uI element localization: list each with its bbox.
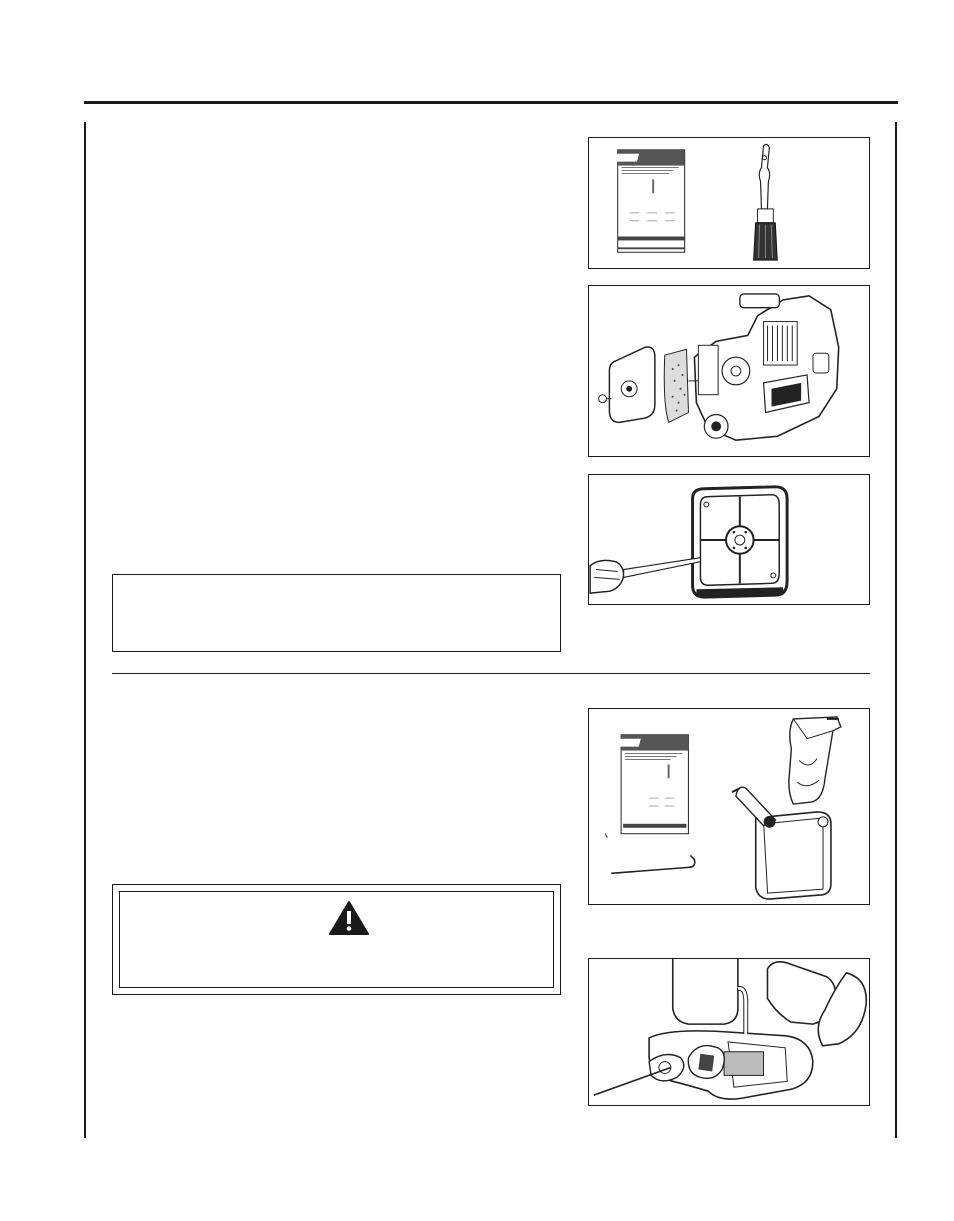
left-margin-line bbox=[84, 122, 86, 1138]
figure-filter-cleaning bbox=[588, 474, 870, 605]
manual-icon bbox=[617, 735, 688, 834]
air-filter-element bbox=[664, 349, 688, 422]
note-box bbox=[112, 574, 561, 652]
fuel-tools-illustration bbox=[589, 709, 869, 904]
figure-fuel-filter-removal bbox=[588, 958, 870, 1106]
warning-triangle-icon bbox=[328, 900, 370, 936]
figure-engine-air-filter-exploded bbox=[588, 285, 870, 457]
engine-exploded-illustration bbox=[589, 286, 869, 456]
air-cleaner-cover bbox=[609, 347, 654, 422]
engine-body bbox=[688, 294, 838, 440]
section-divider bbox=[112, 673, 870, 674]
screwdriver-icon bbox=[590, 558, 700, 593]
manual-brush-illustration bbox=[589, 138, 869, 268]
brush-icon bbox=[754, 144, 778, 260]
top-rule bbox=[84, 101, 898, 104]
figure-fuel-filter-tools bbox=[588, 708, 870, 905]
figure-tools-manual-brush bbox=[588, 137, 870, 269]
right-margin-line bbox=[895, 122, 897, 1138]
fuel-can-icon bbox=[732, 787, 831, 899]
filter-frame bbox=[693, 487, 788, 597]
manual-icon bbox=[615, 150, 684, 252]
warning-box-inner bbox=[119, 891, 554, 988]
filter-cleaning-illustration bbox=[589, 475, 869, 604]
rag-icon bbox=[789, 717, 841, 804]
hook-tool-icon bbox=[594, 1068, 671, 1096]
fuel-filter-removal-illustration bbox=[589, 959, 869, 1105]
hook-tool-icon bbox=[605, 834, 694, 874]
warning-box bbox=[112, 884, 561, 995]
